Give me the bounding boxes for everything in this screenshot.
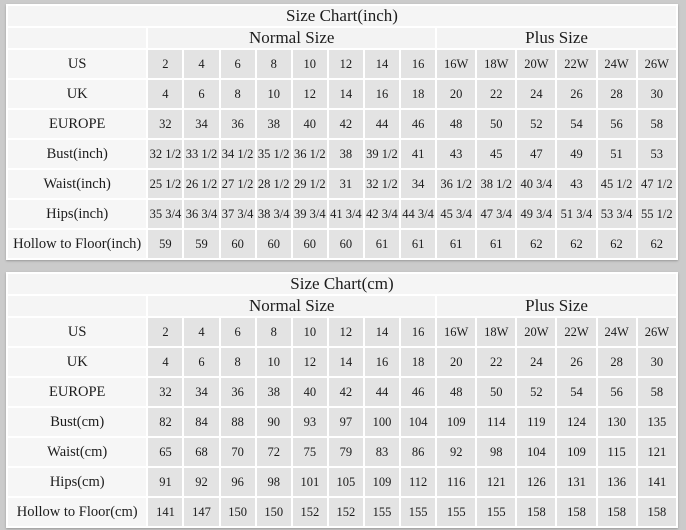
size-cell: 26W bbox=[638, 50, 676, 78]
size-cell: 60 bbox=[329, 230, 363, 258]
table-row bbox=[8, 230, 676, 258]
size-cell: 20 bbox=[437, 80, 475, 108]
size-cell: 25 1/2 bbox=[148, 170, 182, 198]
size-cell: 62 bbox=[517, 230, 555, 258]
size-cell: 26 bbox=[557, 348, 595, 376]
size-cell: 28 bbox=[598, 80, 636, 108]
size-cell: 2 bbox=[148, 50, 182, 78]
size-cell: 147 bbox=[184, 498, 218, 526]
size-cell: 126 bbox=[517, 468, 555, 496]
size-cell: 158 bbox=[557, 498, 595, 526]
row-label: US bbox=[8, 318, 146, 346]
row-label: Hips(inch) bbox=[8, 200, 146, 228]
size-cell: 6 bbox=[184, 80, 218, 108]
size-cell: 8 bbox=[257, 50, 291, 78]
size-cell: 150 bbox=[221, 498, 255, 526]
size-cell: 135 bbox=[638, 408, 676, 436]
size-cell: 32 1/2 bbox=[148, 140, 182, 168]
size-cell: 101 bbox=[293, 468, 327, 496]
size-cell: 30 bbox=[638, 348, 676, 376]
size-cell: 38 bbox=[257, 110, 291, 138]
size-cell: 46 bbox=[401, 110, 435, 138]
size-cell: 34 bbox=[401, 170, 435, 198]
size-cell: 60 bbox=[293, 230, 327, 258]
table-row bbox=[8, 408, 676, 436]
size-cell: 98 bbox=[477, 438, 515, 466]
size-cell: 41 3/4 bbox=[329, 200, 363, 228]
size-cell: 24W bbox=[598, 50, 636, 78]
corner-cell bbox=[8, 296, 146, 316]
size-cell: 61 bbox=[477, 230, 515, 258]
group-header-row bbox=[8, 28, 676, 48]
size-table-body bbox=[8, 50, 676, 258]
size-cell: 16W bbox=[437, 318, 475, 346]
size-cell: 36 3/4 bbox=[184, 200, 218, 228]
size-cell: 121 bbox=[638, 438, 676, 466]
size-cell: 6 bbox=[221, 318, 255, 346]
size-cell: 4 bbox=[184, 50, 218, 78]
size-cell: 62 bbox=[598, 230, 636, 258]
size-cell: 58 bbox=[638, 110, 676, 138]
row-label: US bbox=[8, 50, 146, 78]
size-cell: 36 bbox=[221, 110, 255, 138]
size-cell: 12 bbox=[329, 318, 363, 346]
size-cell: 32 bbox=[148, 378, 182, 406]
size-cell: 44 bbox=[365, 110, 399, 138]
size-cell: 130 bbox=[598, 408, 636, 436]
size-cell: 72 bbox=[257, 438, 291, 466]
size-cell: 10 bbox=[293, 50, 327, 78]
size-cell: 39 1/2 bbox=[365, 140, 399, 168]
size-cell: 38 1/2 bbox=[477, 170, 515, 198]
size-cell: 104 bbox=[517, 438, 555, 466]
size-cell: 18 bbox=[401, 80, 435, 108]
table-row bbox=[8, 50, 676, 78]
size-cell: 26 1/2 bbox=[184, 170, 218, 198]
row-label: Hollow to Floor(inch) bbox=[8, 230, 146, 258]
table-row bbox=[8, 140, 676, 168]
size-cell: 61 bbox=[437, 230, 475, 258]
size-cell: 8 bbox=[221, 80, 255, 108]
row-label: Hips(cm) bbox=[8, 468, 146, 496]
size-cell: 34 bbox=[184, 378, 218, 406]
table-title: Size Chart(inch) bbox=[8, 6, 676, 26]
table-row bbox=[8, 200, 676, 228]
size-cell: 68 bbox=[184, 438, 218, 466]
size-cell: 40 3/4 bbox=[517, 170, 555, 198]
size-cell: 136 bbox=[598, 468, 636, 496]
size-cell: 51 bbox=[598, 140, 636, 168]
size-cell: 20W bbox=[517, 318, 555, 346]
size-cell: 28 1/2 bbox=[257, 170, 291, 198]
size-cell: 16 bbox=[401, 50, 435, 78]
group-header-plus-size: Plus Size bbox=[437, 28, 676, 48]
size-cell: 49 3/4 bbox=[517, 200, 555, 228]
size-cell: 48 bbox=[437, 378, 475, 406]
row-label: EUROPE bbox=[8, 110, 146, 138]
size-cell: 22 bbox=[477, 80, 515, 108]
size-cell: 40 bbox=[293, 378, 327, 406]
size-cell: 6 bbox=[221, 50, 255, 78]
size-cell: 45 1/2 bbox=[598, 170, 636, 198]
size-cell: 119 bbox=[517, 408, 555, 436]
size-cell: 24 bbox=[517, 348, 555, 376]
row-label: Waist(inch) bbox=[8, 170, 146, 198]
table-row bbox=[8, 348, 676, 376]
size-cell: 38 bbox=[257, 378, 291, 406]
row-label: Hollow to Floor(cm) bbox=[8, 498, 146, 526]
size-cell: 38 bbox=[329, 140, 363, 168]
table-row bbox=[8, 498, 676, 526]
size-cell: 26W bbox=[638, 318, 676, 346]
size-cell: 44 bbox=[365, 378, 399, 406]
size-cell: 100 bbox=[365, 408, 399, 436]
size-cell: 10 bbox=[257, 348, 291, 376]
size-cell: 24W bbox=[598, 318, 636, 346]
size-cell: 141 bbox=[148, 498, 182, 526]
size-cell: 70 bbox=[221, 438, 255, 466]
group-header-normal-size: Normal Size bbox=[148, 296, 435, 316]
size-cell: 58 bbox=[638, 378, 676, 406]
size-cell: 93 bbox=[293, 408, 327, 436]
size-cell: 60 bbox=[221, 230, 255, 258]
row-label: Bust(inch) bbox=[8, 140, 146, 168]
size-cell: 45 bbox=[477, 140, 515, 168]
size-cell: 121 bbox=[477, 468, 515, 496]
size-cell: 8 bbox=[257, 318, 291, 346]
size-cell: 16 bbox=[365, 348, 399, 376]
size-cell: 10 bbox=[257, 80, 291, 108]
row-label: Waist(cm) bbox=[8, 438, 146, 466]
size-cell: 38 3/4 bbox=[257, 200, 291, 228]
size-cell: 4 bbox=[148, 80, 182, 108]
size-cell: 62 bbox=[638, 230, 676, 258]
table-row bbox=[8, 438, 676, 466]
size-cell: 39 3/4 bbox=[293, 200, 327, 228]
size-cell: 51 3/4 bbox=[557, 200, 595, 228]
size-cell: 97 bbox=[329, 408, 363, 436]
size-cell: 155 bbox=[401, 498, 435, 526]
table-row bbox=[8, 80, 676, 108]
size-cell: 33 1/2 bbox=[184, 140, 218, 168]
size-cell: 61 bbox=[365, 230, 399, 258]
size-cell: 26 bbox=[557, 80, 595, 108]
size-cell: 14 bbox=[329, 80, 363, 108]
size-cell: 52 bbox=[517, 110, 555, 138]
size-cell: 79 bbox=[329, 438, 363, 466]
size-cell: 116 bbox=[437, 468, 475, 496]
size-cell: 12 bbox=[329, 50, 363, 78]
size-cell: 48 bbox=[437, 110, 475, 138]
size-cell: 155 bbox=[477, 498, 515, 526]
size-cell: 24 bbox=[517, 80, 555, 108]
size-cell: 86 bbox=[401, 438, 435, 466]
size-cell: 109 bbox=[557, 438, 595, 466]
size-cell: 155 bbox=[437, 498, 475, 526]
row-label: UK bbox=[8, 80, 146, 108]
size-cell: 14 bbox=[365, 50, 399, 78]
size-cell: 28 bbox=[598, 348, 636, 376]
size-cell: 31 bbox=[329, 170, 363, 198]
table-row bbox=[8, 378, 676, 406]
row-label: UK bbox=[8, 348, 146, 376]
size-cell: 53 3/4 bbox=[598, 200, 636, 228]
table-row bbox=[8, 170, 676, 198]
size-cell: 49 bbox=[557, 140, 595, 168]
size-cell: 158 bbox=[638, 498, 676, 526]
size-cell: 43 bbox=[437, 140, 475, 168]
size-cell: 90 bbox=[257, 408, 291, 436]
size-cell: 158 bbox=[598, 498, 636, 526]
size-cell: 37 3/4 bbox=[221, 200, 255, 228]
size-cell: 12 bbox=[293, 80, 327, 108]
size-cell: 18 bbox=[401, 348, 435, 376]
size-cell: 60 bbox=[257, 230, 291, 258]
size-cell: 6 bbox=[184, 348, 218, 376]
size-table-cm bbox=[6, 272, 678, 528]
size-cell: 42 bbox=[329, 110, 363, 138]
size-cell: 155 bbox=[365, 498, 399, 526]
size-cell: 150 bbox=[257, 498, 291, 526]
size-cell: 20W bbox=[517, 50, 555, 78]
row-label: EUROPE bbox=[8, 378, 146, 406]
size-table-inch bbox=[6, 4, 678, 260]
size-cell: 18W bbox=[477, 318, 515, 346]
size-cell: 83 bbox=[365, 438, 399, 466]
group-header-normal-size: Normal Size bbox=[148, 28, 435, 48]
size-cell: 53 bbox=[638, 140, 676, 168]
size-cell: 96 bbox=[221, 468, 255, 496]
table-row bbox=[8, 318, 676, 346]
size-cell: 42 bbox=[329, 378, 363, 406]
row-label: Bust(cm) bbox=[8, 408, 146, 436]
size-cell: 8 bbox=[221, 348, 255, 376]
size-cell: 75 bbox=[293, 438, 327, 466]
size-cell: 52 bbox=[517, 378, 555, 406]
size-cell: 84 bbox=[184, 408, 218, 436]
title-row bbox=[8, 274, 676, 294]
size-cell: 59 bbox=[148, 230, 182, 258]
size-cell: 16W bbox=[437, 50, 475, 78]
size-cell: 36 bbox=[221, 378, 255, 406]
group-header-row bbox=[8, 296, 676, 316]
size-cell: 114 bbox=[477, 408, 515, 436]
table-title: Size Chart(cm) bbox=[8, 274, 676, 294]
size-cell: 91 bbox=[148, 468, 182, 496]
size-cell: 16 bbox=[365, 80, 399, 108]
size-cell: 152 bbox=[329, 498, 363, 526]
size-cell: 34 1/2 bbox=[221, 140, 255, 168]
size-cell: 36 1/2 bbox=[437, 170, 475, 198]
size-cell: 34 bbox=[184, 110, 218, 138]
size-cell: 16 bbox=[401, 318, 435, 346]
size-cell: 56 bbox=[598, 378, 636, 406]
size-cell: 18W bbox=[477, 50, 515, 78]
size-cell: 43 bbox=[557, 170, 595, 198]
size-cell: 20 bbox=[437, 348, 475, 376]
size-cell: 98 bbox=[257, 468, 291, 496]
size-cell: 54 bbox=[557, 110, 595, 138]
size-cell: 10 bbox=[293, 318, 327, 346]
size-cell: 104 bbox=[401, 408, 435, 436]
size-cell: 112 bbox=[401, 468, 435, 496]
title-row bbox=[8, 6, 676, 26]
size-cell: 105 bbox=[329, 468, 363, 496]
size-cell: 40 bbox=[293, 110, 327, 138]
size-cell: 124 bbox=[557, 408, 595, 436]
size-cell: 42 3/4 bbox=[365, 200, 399, 228]
size-cell: 29 1/2 bbox=[293, 170, 327, 198]
size-cell: 45 3/4 bbox=[437, 200, 475, 228]
size-cell: 50 bbox=[477, 378, 515, 406]
size-cell: 36 1/2 bbox=[293, 140, 327, 168]
size-cell: 22W bbox=[557, 318, 595, 346]
size-cell: 65 bbox=[148, 438, 182, 466]
size-cell: 35 1/2 bbox=[257, 140, 291, 168]
corner-cell bbox=[8, 28, 146, 48]
size-cell: 30 bbox=[638, 80, 676, 108]
size-cell: 92 bbox=[437, 438, 475, 466]
size-cell: 82 bbox=[148, 408, 182, 436]
size-cell: 59 bbox=[184, 230, 218, 258]
size-cell: 92 bbox=[184, 468, 218, 496]
group-header-plus-size: Plus Size bbox=[437, 296, 676, 316]
size-cell: 88 bbox=[221, 408, 255, 436]
size-cell: 2 bbox=[148, 318, 182, 346]
size-cell: 141 bbox=[638, 468, 676, 496]
size-cell: 47 3/4 bbox=[477, 200, 515, 228]
size-cell: 27 1/2 bbox=[221, 170, 255, 198]
size-cell: 109 bbox=[437, 408, 475, 436]
size-cell: 152 bbox=[293, 498, 327, 526]
size-cell: 61 bbox=[401, 230, 435, 258]
size-cell: 46 bbox=[401, 378, 435, 406]
size-cell: 22W bbox=[557, 50, 595, 78]
size-cell: 47 bbox=[517, 140, 555, 168]
size-cell: 55 1/2 bbox=[638, 200, 676, 228]
size-cell: 12 bbox=[293, 348, 327, 376]
size-cell: 50 bbox=[477, 110, 515, 138]
size-cell: 115 bbox=[598, 438, 636, 466]
size-cell: 109 bbox=[365, 468, 399, 496]
size-cell: 4 bbox=[184, 318, 218, 346]
size-cell: 4 bbox=[148, 348, 182, 376]
size-table-body bbox=[8, 318, 676, 526]
table-row bbox=[8, 110, 676, 138]
table-row bbox=[8, 468, 676, 496]
size-cell: 56 bbox=[598, 110, 636, 138]
size-cell: 14 bbox=[365, 318, 399, 346]
size-cell: 32 1/2 bbox=[365, 170, 399, 198]
size-cell: 35 3/4 bbox=[148, 200, 182, 228]
size-cell: 44 3/4 bbox=[401, 200, 435, 228]
size-cell: 54 bbox=[557, 378, 595, 406]
size-cell: 32 bbox=[148, 110, 182, 138]
size-cell: 131 bbox=[557, 468, 595, 496]
size-cell: 41 bbox=[401, 140, 435, 168]
size-cell: 62 bbox=[557, 230, 595, 258]
size-cell: 158 bbox=[517, 498, 555, 526]
size-cell: 14 bbox=[329, 348, 363, 376]
size-cell: 47 1/2 bbox=[638, 170, 676, 198]
size-cell: 22 bbox=[477, 348, 515, 376]
